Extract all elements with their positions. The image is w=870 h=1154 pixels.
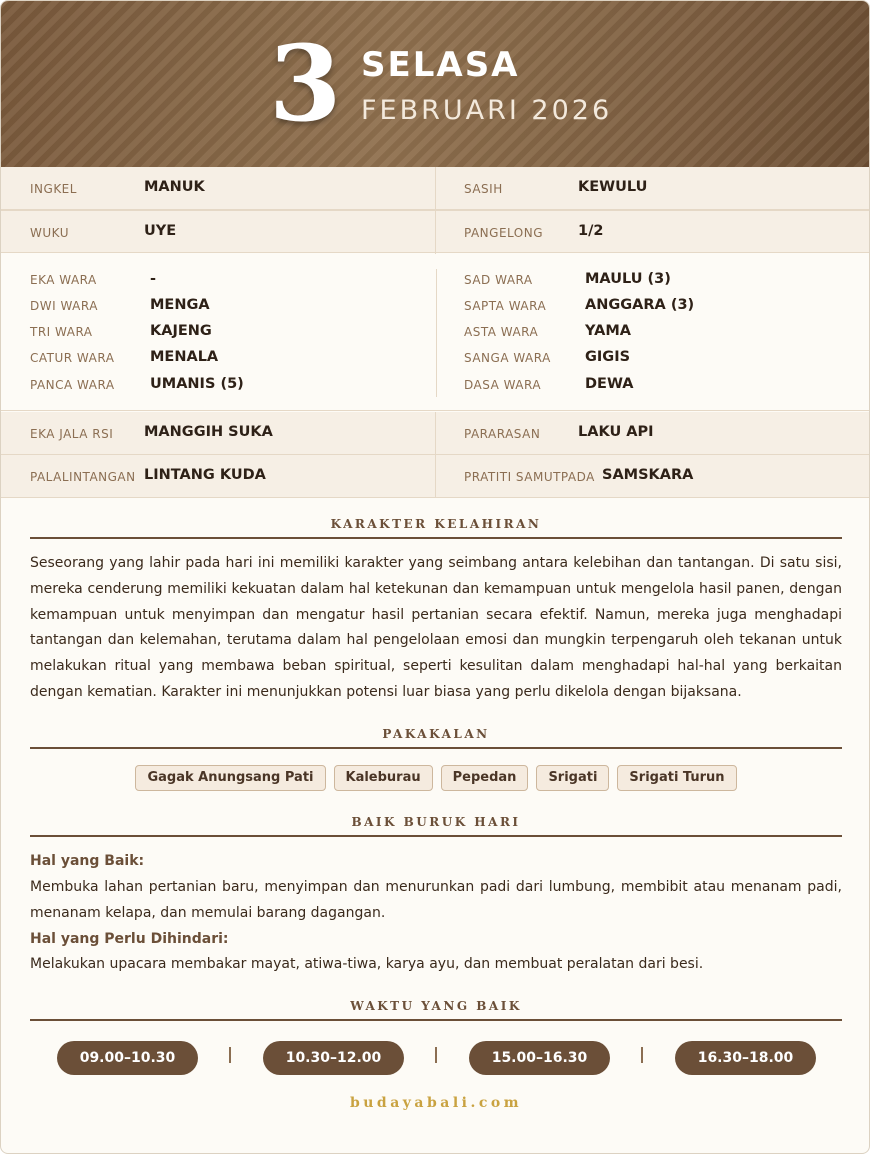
wara-label: PANCA WARA	[30, 378, 115, 392]
waktu-title: WAKTU YANG BAIK	[350, 999, 522, 1013]
time-slot: 15.00–16.30	[469, 1041, 610, 1075]
info-row-ekajala-pararasan	[1, 412, 870, 455]
info-label: PRATITI SAMUTPADA	[464, 470, 595, 484]
avoid-label: Hal yang Perlu Dihindari:	[30, 931, 229, 947]
info-cell-pratiti-samutpada	[436, 455, 870, 498]
pakakalan-chips	[1, 765, 870, 791]
info-value: UYE	[144, 223, 177, 239]
info-cell-ingkel	[1, 167, 436, 210]
avoid-text: Melakukan upacara membakar mayat, atiwa-tiwa, karya ayu, dan membuat peralatan dari besi.	[30, 956, 704, 972]
section-rule	[30, 835, 842, 837]
wara-label: ASTA WARA	[464, 325, 539, 339]
day-name: SELASA	[361, 45, 520, 85]
site-footer: budayabali.com	[349, 1095, 523, 1111]
pakakalan-chip: Pepedan	[441, 765, 529, 791]
info-cell-pararasan	[436, 412, 870, 455]
info-row-palalintangan-pratiti	[1, 455, 870, 498]
time-slot: 16.30–18.00	[675, 1041, 816, 1075]
info-value: SAMSKARA	[602, 467, 694, 483]
info-cell-palalintangan	[1, 455, 436, 498]
pakakalan-chip: Gagak Anungsang Pati	[135, 765, 325, 791]
time-separator	[229, 1047, 231, 1063]
wara-label: SAD WARA	[464, 273, 533, 287]
info-label: INGKEL	[30, 182, 77, 196]
info-value: LINTANG KUDA	[144, 467, 266, 483]
info-label: WUKU	[30, 226, 69, 240]
wara-value: -	[150, 271, 157, 287]
info-label: PARARASAN	[464, 427, 541, 441]
date-header	[1, 1, 870, 167]
time-separator	[435, 1047, 437, 1063]
month-year: FEBRUARI 2026	[361, 95, 613, 126]
info-value: 1/2	[578, 223, 604, 239]
wara-divider	[436, 269, 437, 397]
info-row-wuku-pangelong	[1, 210, 870, 253]
pakakalan-title: PAKAKALAN	[382, 727, 490, 741]
time-slot: 09.00–10.30	[57, 1041, 198, 1075]
wara-value: MENALA	[150, 349, 219, 365]
wara-value: UMANIS (5)	[150, 376, 244, 392]
time-slot: 10.30–12.00	[263, 1041, 404, 1075]
time-separator	[641, 1047, 643, 1063]
section-rule	[30, 537, 842, 539]
info-label: SASIH	[464, 182, 503, 196]
info-value: MANUK	[144, 179, 205, 195]
section-rule	[30, 1019, 842, 1021]
info-cell-sasih	[436, 167, 870, 210]
info-cell-wuku	[1, 211, 436, 254]
info-cell-pangelong	[436, 211, 870, 254]
wara-label: CATUR WARA	[30, 351, 115, 365]
wara-value: MAULU (3)	[585, 271, 671, 287]
baik-buruk-title: BAIK BURUK HARI	[351, 815, 521, 829]
info-value: LAKU API	[578, 424, 654, 440]
pakakalan-chip: Srigati	[536, 765, 609, 791]
good-text: Membuka lahan pertanian baru, menyimpan dan menurunkan padi dari lumbung, membibit atau menanam padi, menanam kelapa, dan memulai barang dagangan.	[30, 879, 842, 921]
wara-label: DASA WARA	[464, 378, 542, 392]
wara-label: TRI WARA	[30, 325, 93, 339]
section-rule	[30, 747, 842, 749]
karakter-title: KARAKTER KELAHIRAN	[330, 517, 542, 531]
pakakalan-chip: Srigati Turun	[617, 765, 736, 791]
wara-value: GIGIS	[585, 349, 631, 365]
pakakalan-chip: Kaleburau	[334, 765, 433, 791]
info-value: KEWULU	[578, 179, 648, 195]
wara-value: ANGGARA (3)	[585, 297, 695, 313]
wara-label: SANGA WARA	[464, 351, 551, 365]
wara-value: DEWA	[585, 376, 634, 392]
day-number: 3	[269, 22, 342, 145]
wara-label: EKA WARA	[30, 273, 97, 287]
info-label: PALALINTANGAN	[30, 470, 136, 484]
karakter-text: Seseorang yang lahir pada hari ini memiliki karakter yang seimbang antara kelebihan dan tantangan. Di satu sisi, mereka cenderung memiliki kekuatan dalam hal ketekunan dan kemampuan untuk mengelola hasil panen, dengan kemampuan untuk menyimpan dan mengatur hasil pertanian secara efektif. Namun, mereka juga menghadapi tantangan dan kelemahan, terutama dalam hal pengelolaan emosi dan mungkin terpengaruh oleh tekanan untuk melakukan ritual yang membawa beban spiritual, seperti kesulitan dalam menghadapi hal-hal yang berkaitan dengan kematian. Karakter ini menunjukkan potensi luar biasa yang perlu dikelola dengan bijaksana.	[30, 555, 842, 700]
info-label: EKA JALA RSI	[30, 427, 114, 441]
wara-value: KAJENG	[150, 323, 212, 339]
wara-value: MENGA	[150, 297, 210, 313]
wara-label: DWI WARA	[30, 299, 98, 313]
info-value: MANGGIH SUKA	[144, 424, 273, 440]
info-cell-eka-jala-rsi	[1, 412, 436, 455]
info-label: PANGELONG	[464, 226, 544, 240]
wara-label: SAPTA WARA	[464, 299, 547, 313]
info-row-ingkel-sasih	[1, 167, 870, 210]
good-label: Hal yang Baik:	[30, 853, 145, 869]
wara-value: YAMA	[585, 323, 631, 339]
